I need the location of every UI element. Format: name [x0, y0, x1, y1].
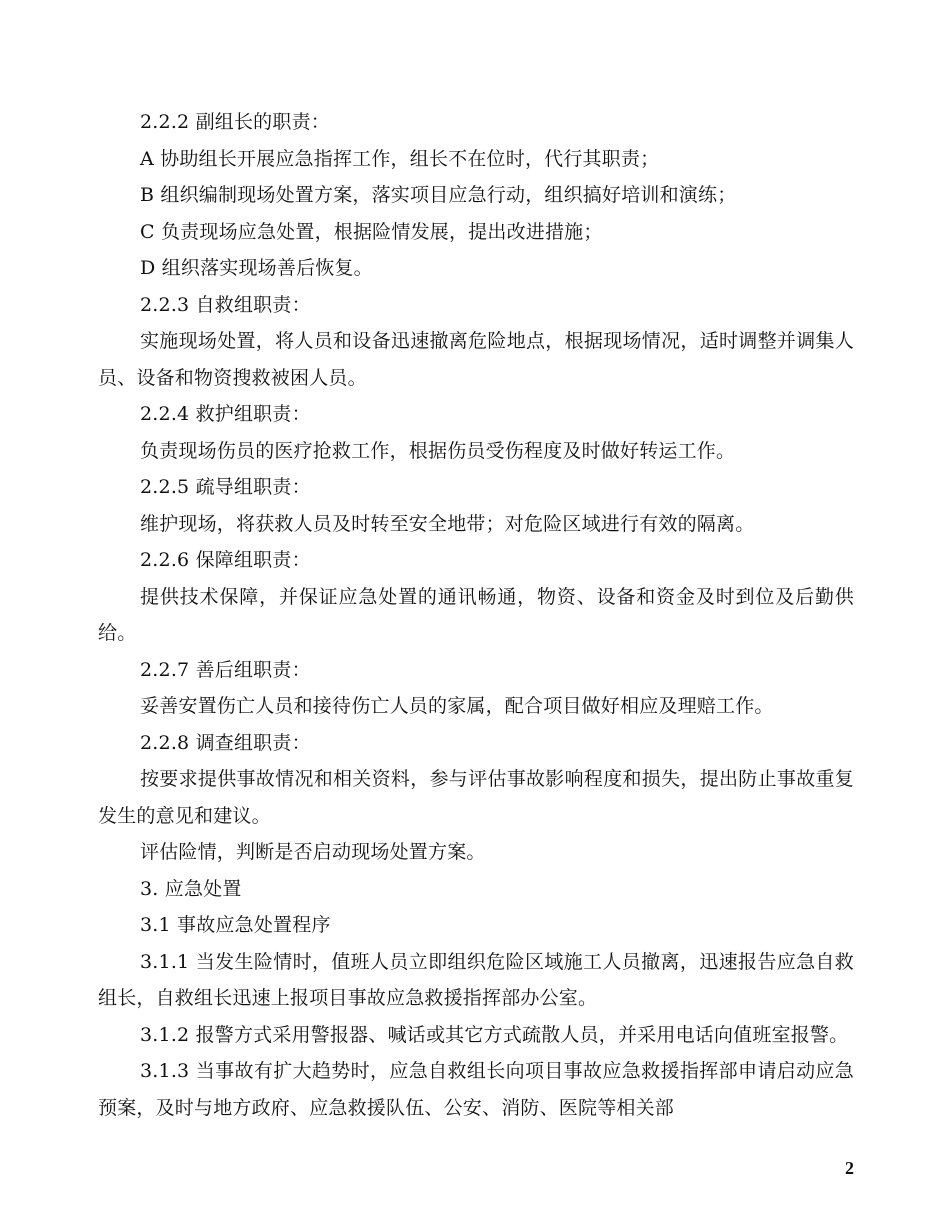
paragraph-3-1-3: 3.1.3 当事故有扩大趋势时，应急自救组长向项目事故应急救援指挥部申请启动应急预案，及时与地方政府、应急救援队伍、公安、消防、医院等相关部 — [98, 1060, 854, 1119]
paragraph-item-d: D 组织落实现场善后恢复。 — [140, 257, 373, 279]
paragraph-2-2-3-heading: 2.2.3 自救组职责： — [140, 293, 311, 316]
paragraph-assess-risk: 评估险情，判断是否启动现场处置方案。 — [140, 841, 486, 863]
section-3-1-heading: 3.1 事故应急处置程序 — [140, 914, 331, 936]
paragraph-2-2-4-heading: 2.2.4 救护组职责： — [140, 403, 311, 425]
paragraph-2-2-4-body: 负责现场伤员的医疗抢救工作，根据伤员受伤程度及时做好转运工作。 — [140, 439, 736, 462]
paragraph-2-2-7-body: 妥善安置伤亡人员和接待伤亡人员的家属，配合项目做好相应及理赔工作。 — [140, 695, 774, 717]
paragraph-2-2-5-body: 维护现场，将获救人员及时转至安全地带；对危险区域进行有效的隔离。 — [140, 512, 755, 535]
document-body — [98, 104, 854, 1126]
paragraph-2-2-6-heading: 2.2.6 保障组职责： — [140, 549, 311, 571]
paragraph-item-a: A 协助组长开展应急指挥工作，组长不在位时，代行其职责； — [140, 147, 660, 170]
section-3-heading: 3. 应急处置 — [140, 877, 242, 900]
paragraph-item-b: B 组织编制现场处置方案，落实项目应急行动，组织搞好培训和演练； — [140, 184, 737, 206]
paragraph-2-2-3-body: 实施现场处置，将人员和设备迅速撤离危险地点，根据现场情况，适时调整并调集人员、设备和物资搜救被困人员。 — [98, 330, 854, 389]
paragraph-2-2-8-heading: 2.2.8 调查组职责： — [140, 731, 311, 754]
paragraph-2-2-6-body: 提供技术保障，并保证应急处置的通讯畅通，物资、设备和资金及时到位及后勤供给。 — [98, 585, 854, 644]
paragraph-3-1-1: 3.1.1 当发生险情时，值班人员立即组织危险区域施工人员撤离，迅速报告应急自救组长，自救组长迅速上报项目事故应急救援指挥部办公室。 — [98, 950, 854, 1009]
paragraph-2-2-7-heading: 2.2.7 善后组职责： — [140, 658, 311, 681]
paragraph-2-2-5-heading: 2.2.5 疏导组职责： — [140, 476, 311, 498]
page-number: 2 — [845, 1158, 854, 1178]
paragraph-3-1-2: 3.1.2 报警方式采用警报器、喊话或其它方式疏散人员，并采用电话向值班室报警。 — [140, 1023, 849, 1046]
paragraph-2-2-2-heading: 2.2.2 副组长的职责： — [140, 111, 330, 133]
paragraph-2-2-8-body: 按要求提供事故情况和相关资料，参与评估事故影响程度和损失，提出防止事故重复发生的意见和建议。 — [98, 768, 854, 827]
paragraph-item-c: C 负责现场应急处置，根据险情发展，提出改进措施； — [140, 220, 603, 243]
